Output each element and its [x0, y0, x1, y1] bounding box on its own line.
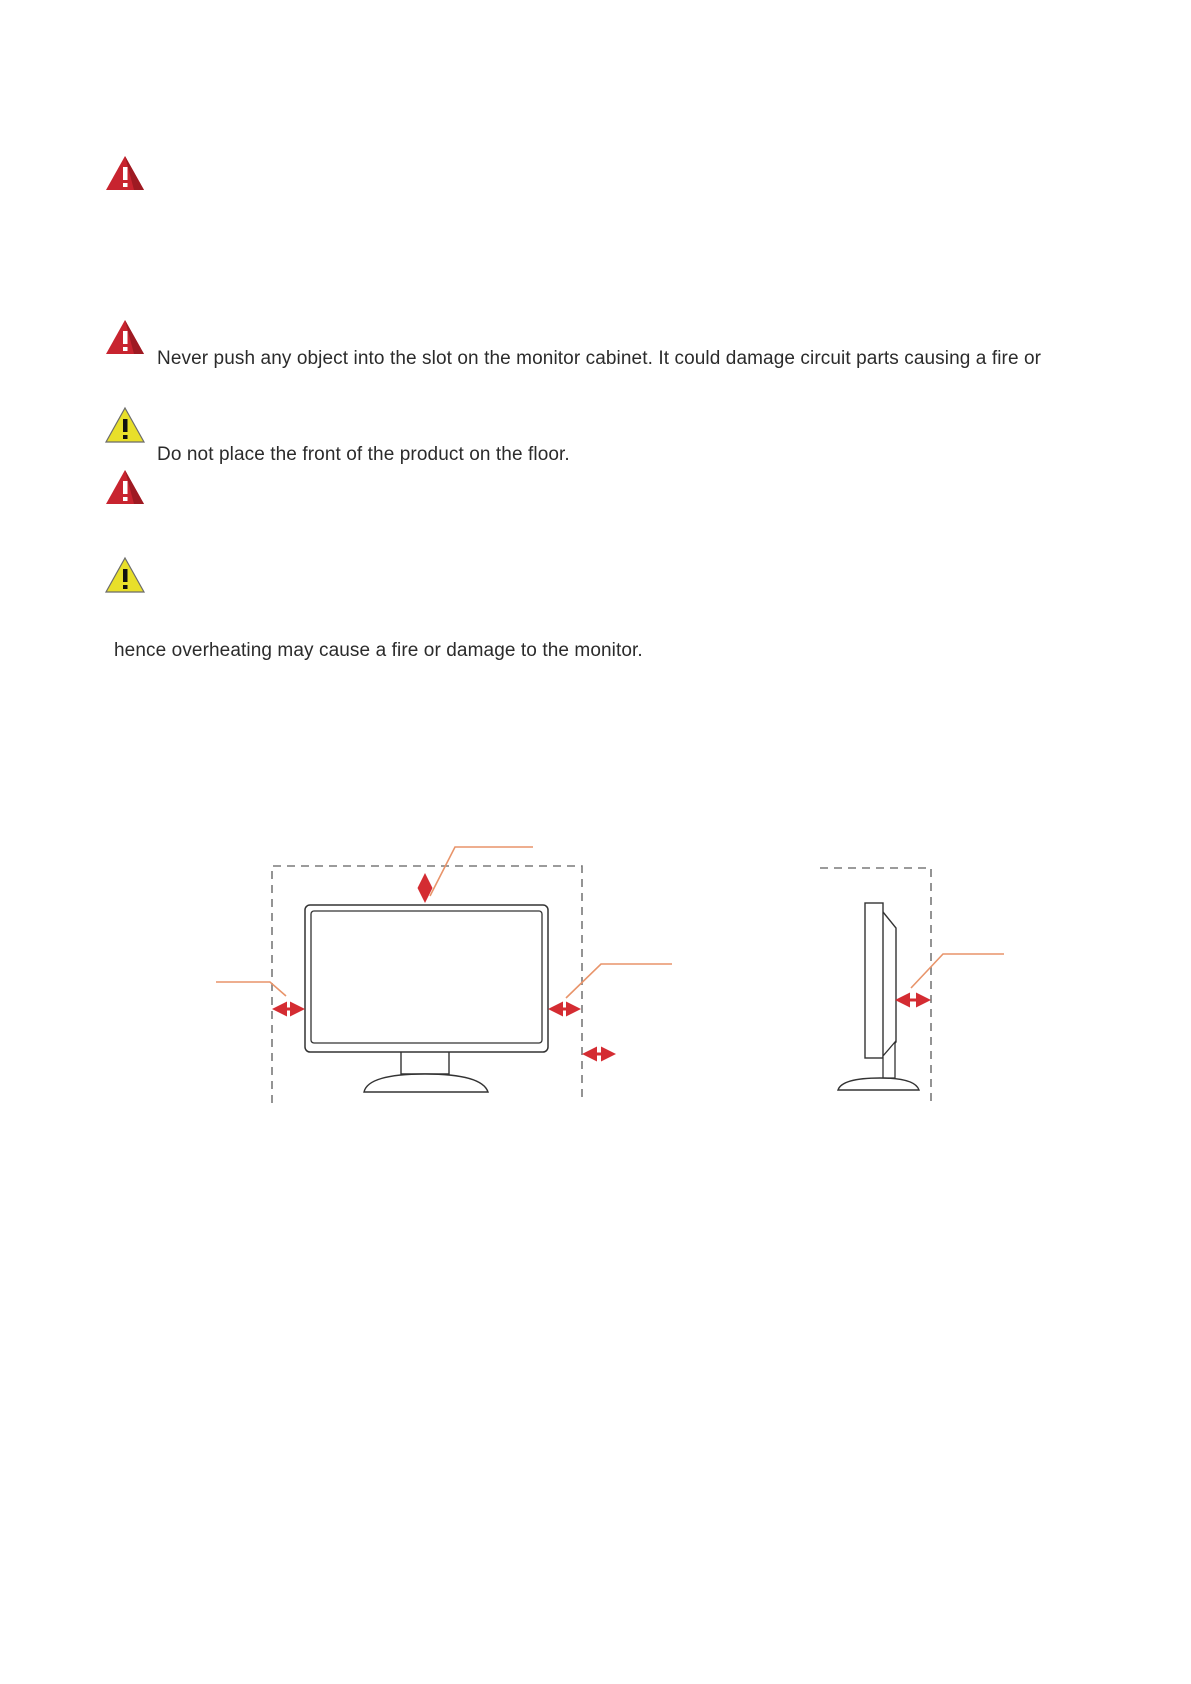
side-stand-neck — [883, 1042, 895, 1078]
top-leader-line — [430, 847, 533, 896]
warning-text-slot: Never push any object into the slot on the monitor cabinet. It could damage circuit parts causing a fire or — [157, 348, 1042, 369]
left-leader-line — [216, 982, 286, 996]
side-stand-base — [838, 1078, 919, 1090]
side-panel-front — [865, 903, 883, 1058]
monitor-screen — [311, 911, 542, 1043]
warning-text-floor: Do not place the front of the product on the floor. — [157, 444, 570, 465]
monitor-side-view — [820, 868, 1004, 1103]
side-panel-back — [883, 912, 896, 1056]
monitor-front-view — [216, 847, 672, 1103]
monitor-neck — [401, 1052, 449, 1074]
rear-leader-line — [911, 954, 1004, 988]
warning-text-overheating: hence overheating may cause a fire or damage to the monitor. — [114, 640, 643, 661]
monitor-base — [364, 1074, 488, 1092]
